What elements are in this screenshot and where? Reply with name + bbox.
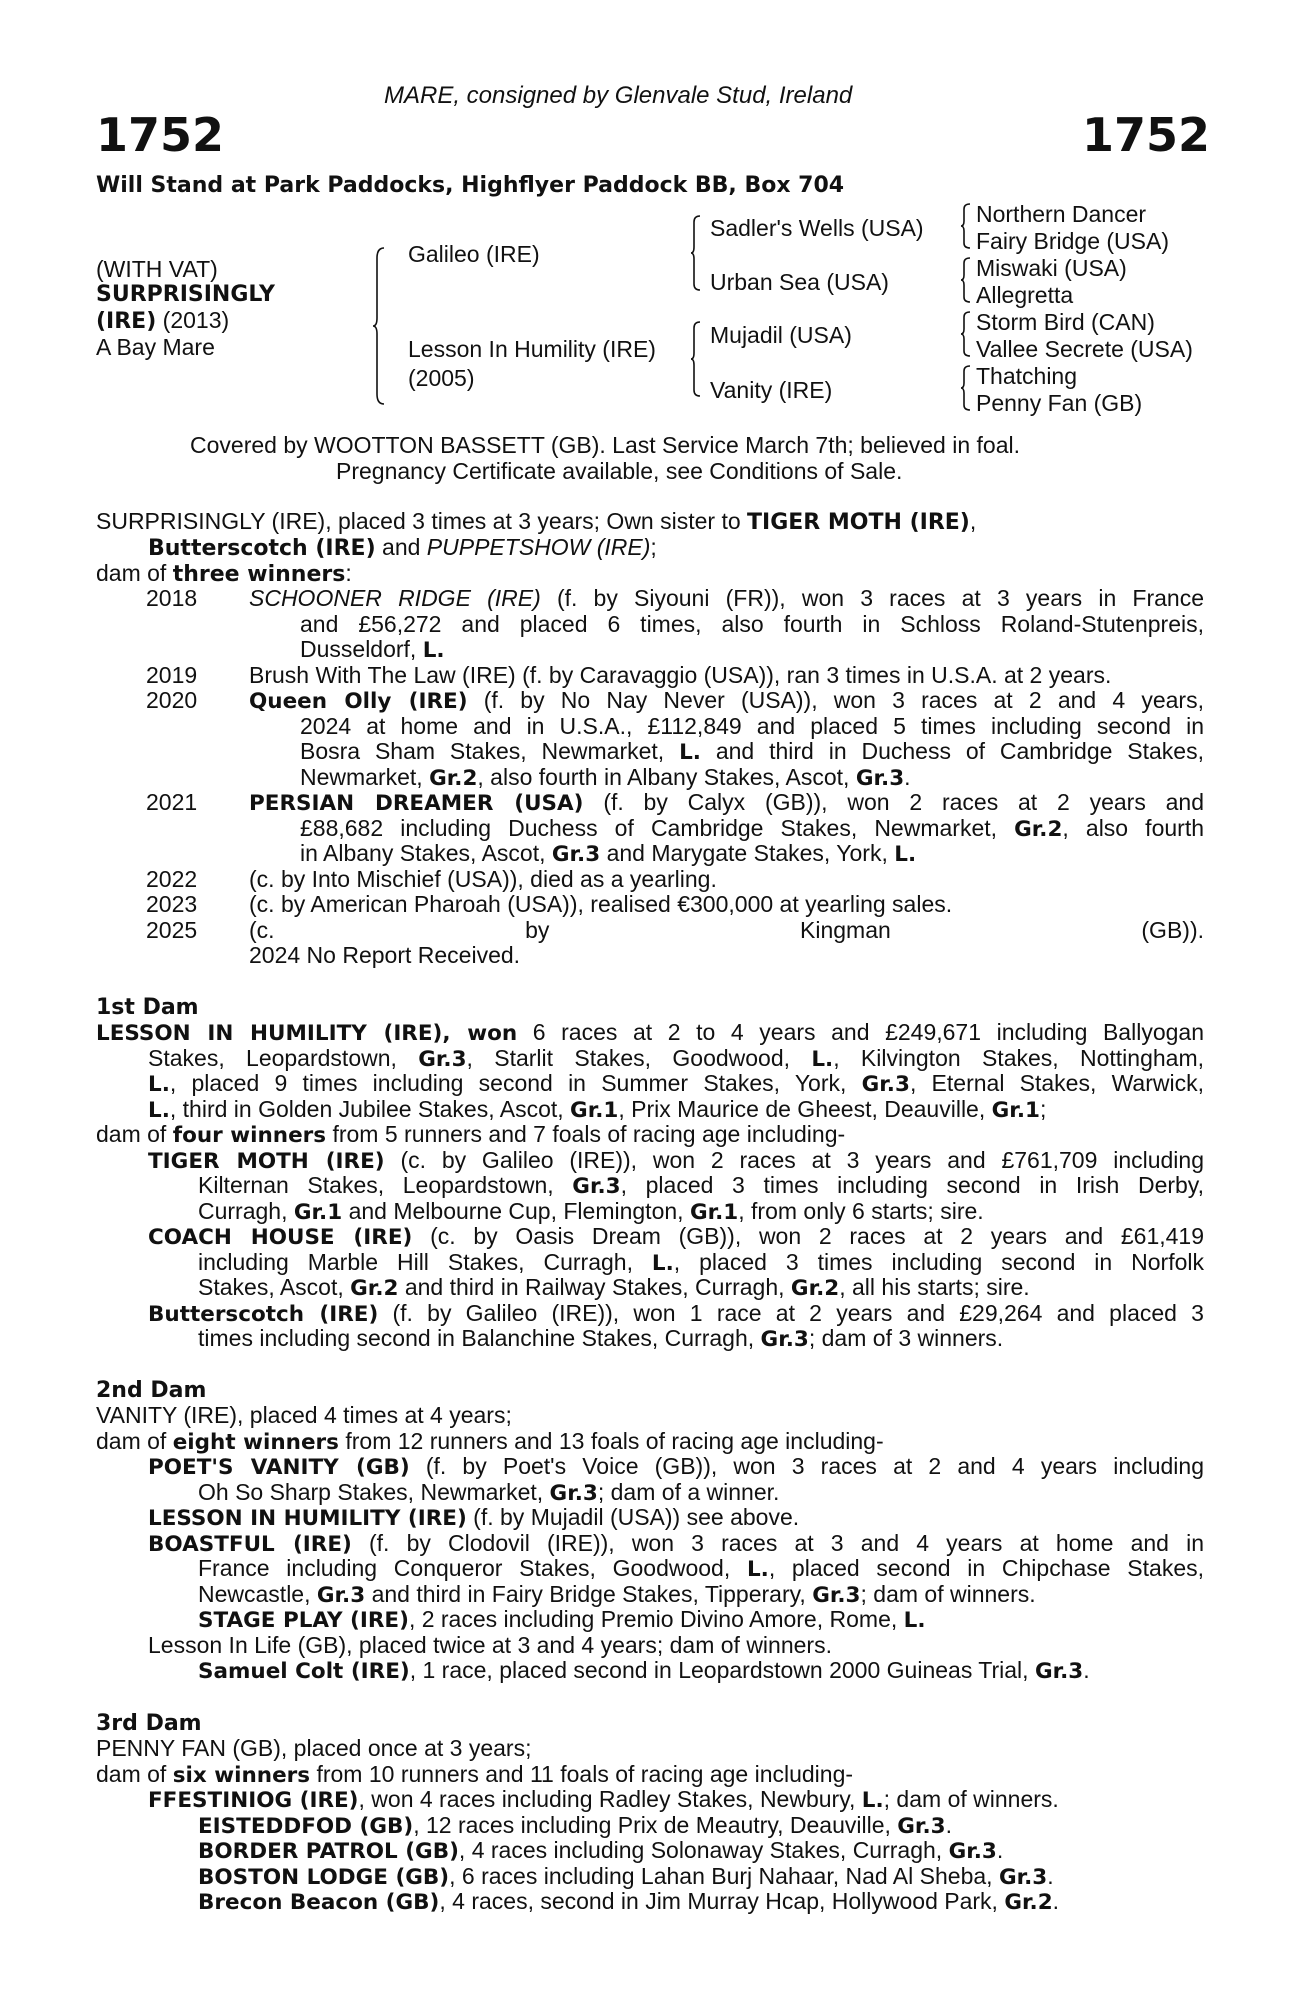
pedigree-sire-dam: Urban Sea (USA) <box>710 269 889 295</box>
dam2-heading: 2nd Dam <box>96 1378 207 1403</box>
dam2-line: LESSON IN HUMILITY (IRE) (f. by Mujadil (USA)) see above. <box>148 1504 800 1531</box>
produce-line: 2024 at home and in U.S.A., £112,849 and placed 5 times including second in <box>300 712 1204 739</box>
produce-year: 2018 <box>146 585 198 611</box>
intro-text-1: SURPRISINGLY (IRE), placed 3 times at 3 years; Own sister to <box>96 508 748 534</box>
dam2-line: Lesson In Life (GB), placed twice at 3 and 4 years; dam of winners. <box>148 1631 832 1658</box>
pedigree-dam-dam: Vanity (IRE) <box>710 377 833 403</box>
produce-line: Newmarket, Gr.2, also fourth in Albany Stakes, Ascot, Gr.3. <box>300 763 911 791</box>
dam3-heading: 3rd Dam <box>96 1711 202 1736</box>
dam2-line: POET'S VANITY (GB) (f. by Poet's Voice (GB)), won 3 races at 2 and 4 years including <box>148 1453 1204 1480</box>
dam1-line: TIGER MOTH (IRE) (c. by Galileo (IRE)), won 2 races at 3 years and £761,709 including <box>148 1146 1204 1174</box>
intro-sibling-2: Butterscotch (IRE) <box>148 536 376 561</box>
intro-winners: three winners <box>172 562 346 587</box>
produce-year: 2019 <box>146 661 198 688</box>
pedigree-brace-dam <box>690 320 702 398</box>
dam3-line: BOSTON LODGE (GB), 6 races including Lahan Burj Nahaar, Nad Al Sheba, Gr.3. <box>198 1862 1054 1890</box>
dam2-line: BOASTFUL (IRE) (f. by Clodovil (IRE)), won 3 races at 3 and 4 years at home and in <box>148 1529 1204 1557</box>
dam1-line: L., placed 9 times including second in Summer Stakes, York, Gr.3, Eternal Stakes, Warwick, <box>148 1070 1204 1097</box>
dam1-line: L., third in Golden Jubilee Stakes, Ascot, Gr.1, Prix Maurice de Gheest, Deauville, Gr.1; <box>148 1095 1047 1123</box>
produce-line: (c. by Kingman (GB)). <box>249 916 1204 943</box>
dam2-line: Oh So Sharp Stakes, Newmarket, Gr.3; dam of a winner. <box>198 1478 780 1506</box>
horse-description: A Bay Mare <box>96 334 215 360</box>
produce-line: (c. by Into Mischief (USA)), died as a yearling. <box>249 865 717 892</box>
pedigree-brace-sd <box>960 256 972 304</box>
produce-line: (c. by American Pharoah (USA)), realised €300,000 at yearling sales. <box>249 891 953 917</box>
produce-line: Bosra Sham Stakes, Newmarket, L. and third in Duchess of Cambridge Stakes, <box>300 738 1204 765</box>
pedigree-ggs-3: Storm Bird (CAN) <box>976 309 1155 335</box>
dam2-line: dam of eight winners from 12 runners and 13 foals of racing age including- <box>96 1427 884 1455</box>
horse-country-year <box>96 308 229 335</box>
lot-number-left: 1752 <box>96 108 225 162</box>
intro-colon: : <box>345 560 352 586</box>
pedigree-ggs-1: Northern Dancer <box>976 201 1147 227</box>
dam3-line: EISTEDDFOD (GB), 12 races including Prix de Meautry, Deauville, Gr.3. <box>198 1811 952 1839</box>
produce-line: Brush With The Law (IRE) (f. by Caravaggio (USA)), ran 3 times in U.S.A. at 2 years. <box>249 661 1112 688</box>
pedigree-brace-main <box>372 246 386 406</box>
pedigree-ggd-4: Penny Fan (GB) <box>976 390 1143 416</box>
dam1-line: times including second in Balanchine Stakes, Curragh, Gr.3; dam of 3 winners. <box>198 1325 1004 1352</box>
dam1-line: Butterscotch (IRE) (f. by Galileo (IRE)), won 1 race at 2 years and £29,264 and placed 3 <box>148 1299 1204 1327</box>
lot-number-right: 1752 <box>1082 108 1211 162</box>
covered-line-2: Pregnancy Certificate available, see Conditions of Sale. <box>336 458 903 484</box>
pedigree-ggs-2: Miswaki (USA) <box>976 255 1127 281</box>
dam2-line: Samuel Colt (IRE), 1 race, placed second in Leopardstown 2000 Guineas Trial, Gr.3. <box>198 1657 1090 1684</box>
produce-year: 2022 <box>146 865 198 892</box>
dam2-line: STAGE PLAY (IRE), 2 races including Premio Divino Amore, Rome, L. <box>198 1606 926 1633</box>
pedigree-ggd-1: Fairy Bridge (USA) <box>976 228 1169 254</box>
produce-line: SCHOONER RIDGE (IRE) (f. by Siyouni (FR)), won 3 races at 3 years in France <box>249 585 1204 611</box>
horse-country: (IRE) <box>96 309 157 334</box>
horse-name: SURPRISINGLY <box>96 282 275 307</box>
dam1-line: Stakes, Ascot, Gr.2 and third in Railway Stakes, Curragh, Gr.2, all his starts; sire. <box>198 1274 1030 1301</box>
intro-and: and <box>375 534 427 560</box>
dam1-line: Kilternan Stakes, Leopardstown, Gr.3, placed 3 times including second in Irish Derby, <box>198 1172 1204 1199</box>
dam2-line: Newcastle, Gr.3 and third in Fairy Bridge Stakes, Tipperary, Gr.3; dam of winners. <box>198 1580 1036 1608</box>
dam1-line: LESSON IN HUMILITY (IRE), won 6 races at 2 to 4 years and £249,671 including Ballyogan <box>96 1019 1204 1046</box>
pedigree-dam-year: (2005) <box>408 365 475 391</box>
pedigree-brace-sire <box>690 214 702 292</box>
produce-year: 2021 <box>146 789 198 815</box>
produce-year: 2023 <box>146 891 198 917</box>
dam1-line: including Marble Hill Stakes, Curragh, L., placed 3 times including second in Norfolk <box>198 1248 1204 1276</box>
dam3-line: FFESTINIOG (IRE), won 4 races including Radley Stakes, Newbury, L.; dam of winners. <box>148 1786 1059 1813</box>
vat-label: (WITH VAT) <box>96 256 218 282</box>
dam2-line: VANITY (IRE), placed 4 times at 4 years; <box>96 1402 512 1428</box>
produce-line: PERSIAN DREAMER (USA) (f. by Calyx (GB)), won 2 races at 2 years and <box>249 789 1204 816</box>
pedigree-dam-sire: Mujadil (USA) <box>710 322 852 348</box>
dam1-line: dam of four winners from 5 runners and 7 foals of racing age including- <box>96 1121 846 1148</box>
intro-sibling-3: PUPPETSHOW (IRE) <box>426 534 651 560</box>
intro-sibling-1: TIGER MOTH (IRE) <box>747 510 970 535</box>
produce-year: 2025 <box>146 916 198 943</box>
pedigree-sire: Galileo (IRE) <box>408 241 540 267</box>
horse-year: (2013) <box>162 307 230 333</box>
intro-line-2 <box>148 535 657 562</box>
produce-year: 2020 <box>146 687 198 713</box>
dam3-line: PENNY FAN (GB), placed once at 3 years; <box>96 1735 532 1761</box>
dam1-line: Stakes, Leopardstown, Gr.3, Starlit Stakes, Goodwood, L., Kilvington Stakes, Nottingham, <box>148 1044 1204 1072</box>
dam1-line: COACH HOUSE (IRE) (c. by Oasis Dream (GB)), won 2 races at 2 years and £61,419 <box>148 1223 1205 1250</box>
pedigree-brace-dd <box>960 364 972 412</box>
intro-dam-of: dam of <box>96 560 173 586</box>
pedigree-sire-sire: Sadler's Wells (USA) <box>710 215 924 241</box>
dam1-heading: 1st Dam <box>96 995 199 1020</box>
dam3-line: Brecon Beacon (GB), 4 races, second in Jim Murray Hcap, Hollywood Park, Gr.2. <box>198 1888 1060 1915</box>
produce-line: Queen Olly (IRE) (f. by No Nay Never (USA)), won 3 races at 2 and 4 years, <box>249 687 1204 714</box>
pedigree-brace-ds <box>960 310 972 358</box>
produce-line: Dusseldorf, L. <box>300 636 445 663</box>
intro-comma: , <box>969 508 977 534</box>
intro-line-3 <box>96 561 352 588</box>
dam2-line: France including Conqueror Stakes, Goodwood, L., placed second in Chipchase Stakes, <box>198 1555 1204 1582</box>
dam3-line: BORDER PATROL (GB), 4 races including Solonaway Stakes, Curragh, Gr.3. <box>198 1837 1004 1864</box>
intro-semicolon: ; <box>650 534 657 560</box>
pedigree-ggs-4: Thatching <box>976 363 1078 389</box>
stabling-line: Will Stand at Park Paddocks, Highflyer Paddock BB, Box 704 <box>96 173 845 198</box>
covered-line-1: Covered by WOOTTON BASSETT (GB). Last Service March 7th; believed in foal. <box>190 432 1020 458</box>
intro-line-1 <box>96 509 976 536</box>
produce-line: in Albany Stakes, Ascot, Gr.3 and Marygate Stakes, York, L. <box>300 840 917 867</box>
produce-line: and £56,272 and placed 6 times, also fourth in Schloss Roland-Stutenpreis, <box>300 610 1204 637</box>
pedigree-brace-ss <box>960 202 972 250</box>
dam3-line: dam of six winners from 10 runners and 11 foals of racing age including- <box>96 1760 854 1788</box>
pedigree-ggd-2: Allegretta <box>976 282 1074 308</box>
pedigree-dam: Lesson In Humility (IRE) <box>408 336 656 362</box>
consignor-line: MARE, consigned by Glenvale Stud, Ireland <box>384 82 853 109</box>
produce-line: £88,682 including Duchess of Cambridge Stakes, Newmarket, Gr.2, also fourth <box>300 814 1204 842</box>
produce-line: 2024 No Report Received. <box>249 942 521 968</box>
pedigree-ggd-3: Vallee Secrete (USA) <box>976 336 1193 362</box>
dam1-line: Curragh, Gr.1 and Melbourne Cup, Flemington, Gr.1, from only 6 starts; sire. <box>198 1197 984 1225</box>
